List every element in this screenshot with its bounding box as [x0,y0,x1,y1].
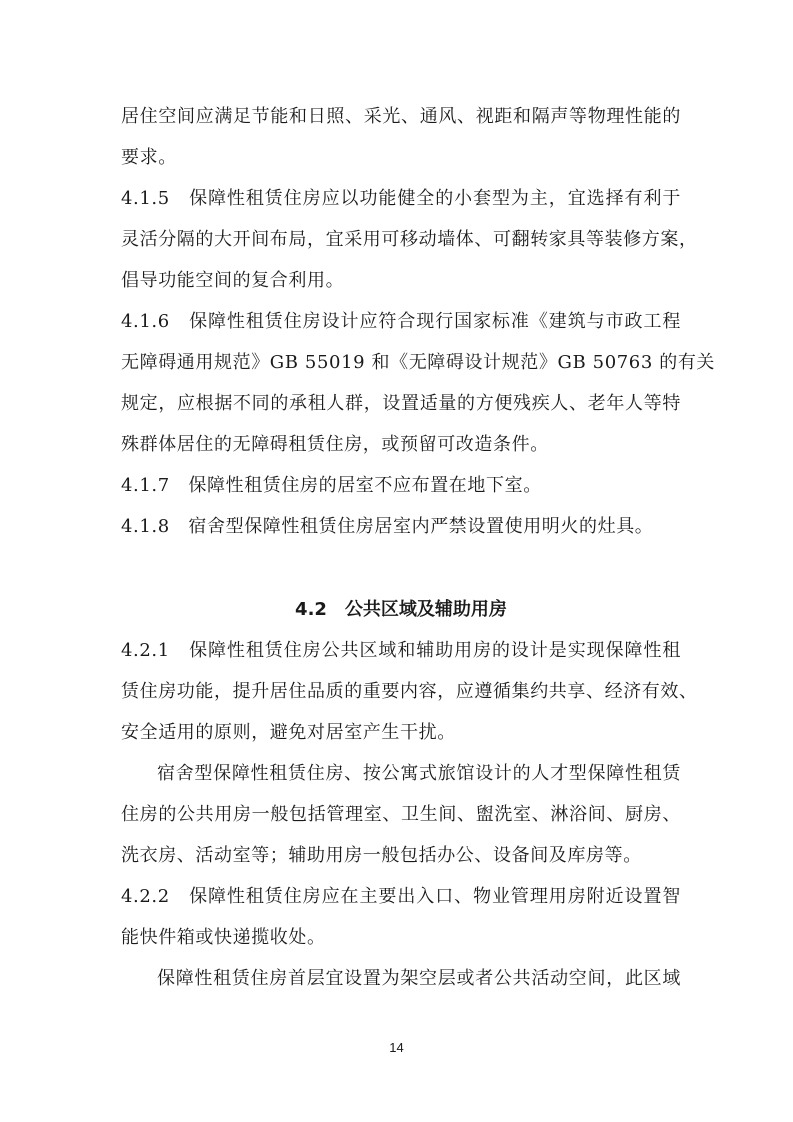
clause-4-1-6: 4.1.6 保障性租赁住房设计应符合现行国家标准《建筑与市政工程 [121,311,681,332]
page-number: 14 [389,1040,404,1055]
clause-4-1-5: 4.1.5 保障性租赁住房应以功能健全的小套型为主，宜选择有利于 [121,188,681,209]
paragraph-start: 宿舍型保障性租赁住房、按公寓式旅馆设计的人才型保障性租赁 [157,763,681,784]
text-line: 要求。 [121,147,177,168]
text-line: 安全适用的原则，避免对居室产生干扰。 [121,722,456,743]
text-line: 灵活分隔的大开间布局，宜采用可移动墙体、可翻转家具等装修方案， [121,229,698,250]
text-line: 能快件箱或快递揽收处。 [121,927,326,948]
paragraph-start: 保障性租赁住房首层宜设置为架空层或者公共活动空间，此区域 [157,968,681,989]
text-line: 倡导功能空间的复合利用。 [121,270,345,291]
text-line: 居住空间应满足节能和日照、采光、通风、视距和隔声等物理性能的 [121,106,681,127]
clause-4-1-7: 4.1.7 保障性租赁住房的居室不应布置在地下室。 [121,475,542,496]
clause-4-1-8: 4.1.8 宿舍型保障性租赁住房居室内严禁设置使用明火的灶具。 [121,516,654,537]
text-line: 住房的公共用房一般包括管理室、卫生间、盥洗室、淋浴间、厨房、 [121,804,681,825]
text-line: 洗衣房、活动室等；辅助用房一般包括办公、设备间及库房等。 [121,845,642,866]
section-heading-4-2: 4.2 公共区域及辅助用房 [295,599,507,620]
text-line: 赁住房功能，提升居住品质的重要内容，应遵循集约共享、经济有效、 [121,681,698,702]
clause-4-2-2: 4.2.2 保障性租赁住房应在主要出入口、物业管理用房附近设置智 [121,886,681,907]
text-line: 殊群体居住的无障碍租赁住房，或预留可改造条件。 [121,434,549,455]
text-line: 无障碍通用规范》GB 55019 和《无障碍设计规范》GB 50763 的有关 [121,352,716,373]
text-line: 规定，应根据不同的承租人群，设置适量的方便残疾人、老年人等特 [121,393,681,414]
clause-4-2-1: 4.2.1 保障性租赁住房公共区域和辅助用房的设计是实现保障性租 [121,640,681,661]
